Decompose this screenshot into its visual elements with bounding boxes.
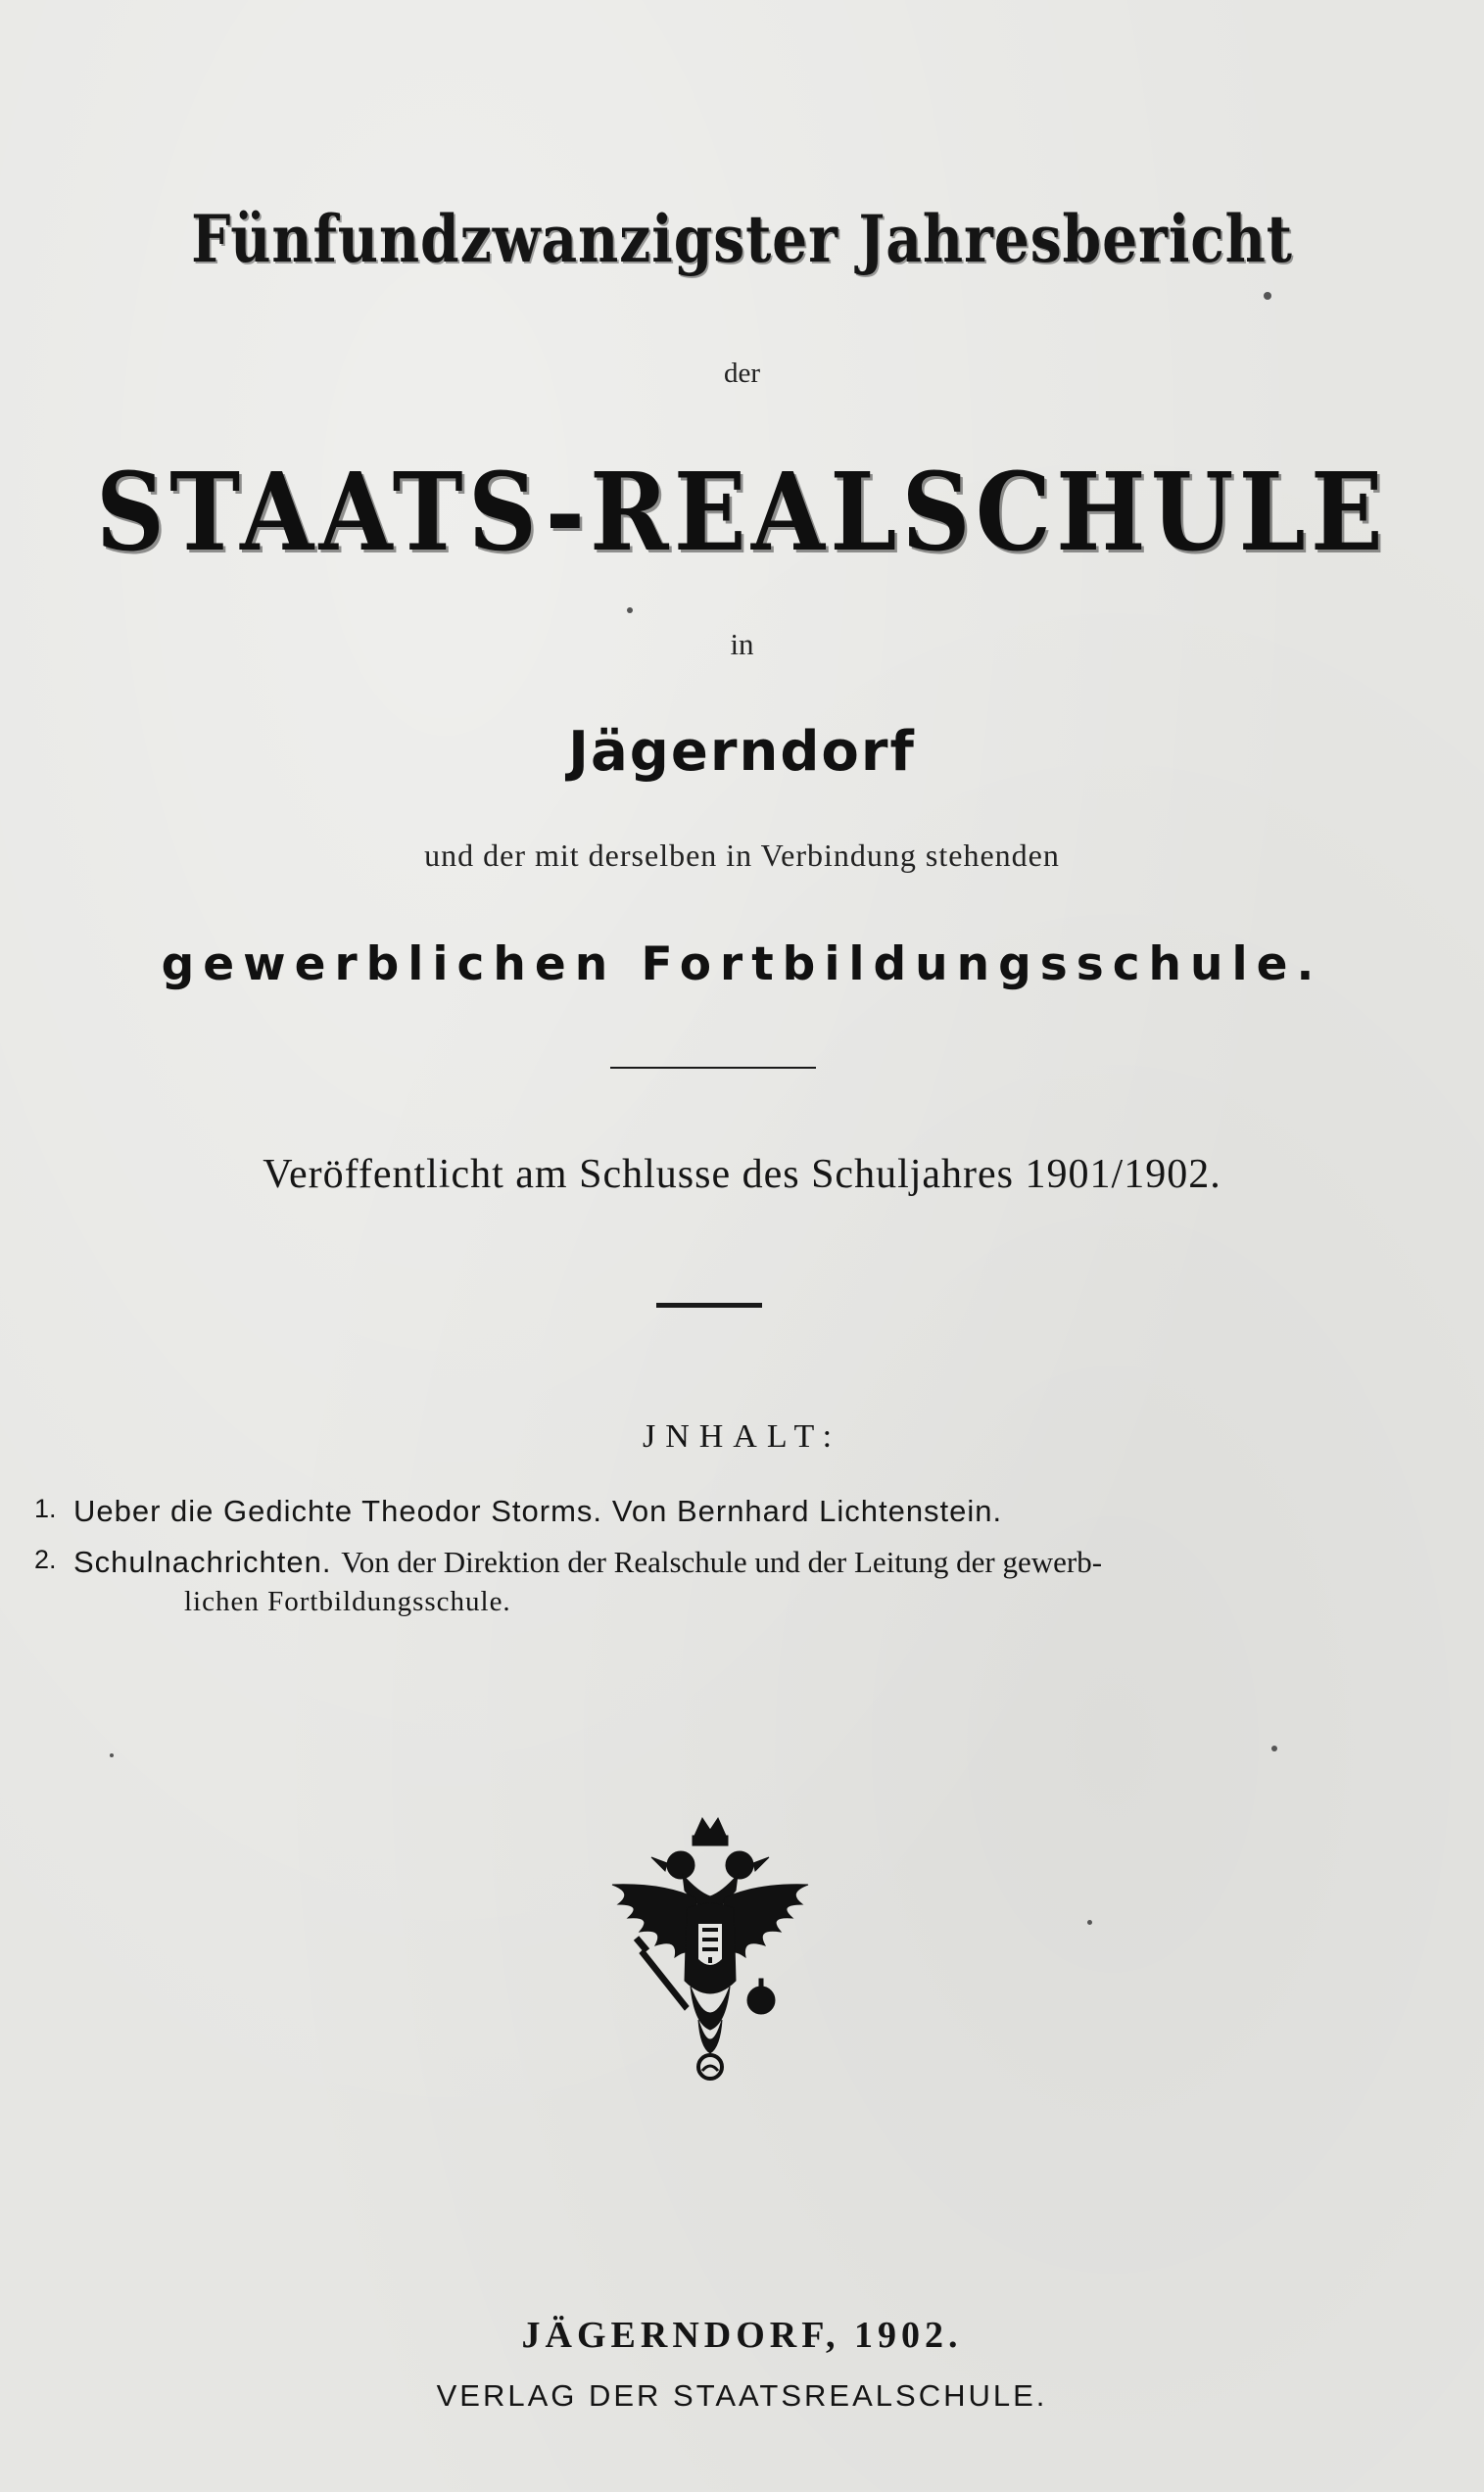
divider-thick [656, 1303, 762, 1308]
paper-speck [110, 1753, 114, 1757]
published-note: Veröffentlicht am Schlusse des Schuljahres 1901/1902. [263, 1152, 1221, 1197]
toc-item-number: 1. [34, 1494, 57, 1523]
paper-speck [627, 607, 633, 613]
double-headed-eagle-icon [604, 1814, 816, 2085]
divider-thin [610, 1067, 816, 1069]
imprint-publisher: VERLAG DER STAATSREALSCHULE. [436, 2378, 1048, 2413]
imprint-place-year: JÄGERNDORF, 1902. [521, 2315, 963, 2356]
preposition-in: in [730, 627, 754, 661]
toc-item-continuation: lichen Fortbildungsschule. [184, 1586, 511, 1617]
toc-item [34, 1494, 1445, 1529]
article-der: der [723, 358, 761, 389]
toc-item-author: Von der Direktion der Realschule und der Leitung der gewerb- [341, 1545, 1103, 1579]
contents-heading: JNHALT: [642, 1418, 842, 1455]
vocational-school-name: gewerblichen Fortbildungsschule. [161, 937, 1323, 991]
paper-speck [1264, 292, 1271, 300]
city-name: Jägerndorf [568, 720, 916, 784]
paper-speck [1087, 1920, 1092, 1925]
toc-item-title: Ueber die Gedichte Theodor Storms. [73, 1494, 603, 1528]
toc-item-title: Schulnachrichten. [73, 1545, 332, 1579]
toc-item-author: Von Bernhard Lichtenstein. [611, 1494, 1003, 1528]
report-title: Fünfundzwanzigster Jahresbericht [191, 201, 1293, 277]
toc-item-number: 2. [34, 1545, 57, 1574]
school-name: STAATS-REALSCHULE [95, 449, 1389, 575]
paper-speck [1271, 1746, 1277, 1751]
toc-item [34, 1545, 1445, 1580]
connector-line: und der mit derselben in Verbindung stehenden [424, 838, 1060, 873]
